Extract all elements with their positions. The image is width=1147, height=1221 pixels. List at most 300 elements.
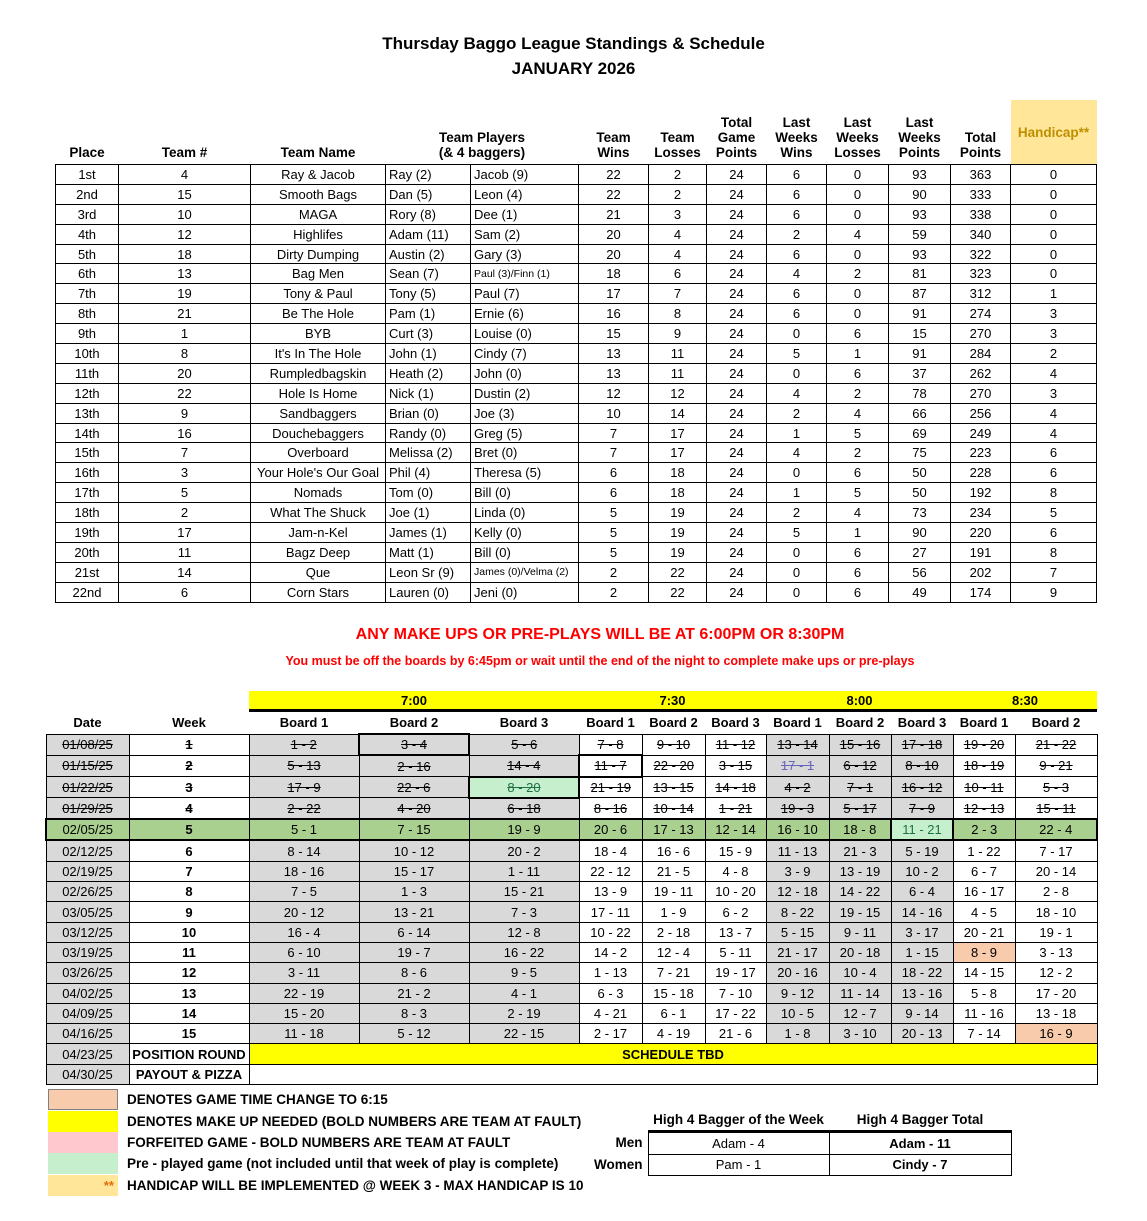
standings-row (56, 443, 1097, 463)
standings-cell: 322 (951, 244, 1011, 264)
schedule-match-cell: 16 - 17 (953, 882, 1015, 902)
standings-header-cell: Last Weeks Wins (775, 115, 818, 160)
schedule-match-cell: 7 - 9 (891, 798, 953, 819)
schedule-match-cell: 2 - 17 (579, 1024, 642, 1044)
schedule-week-row (46, 840, 1097, 861)
standings-cell: 2 (1011, 344, 1097, 364)
standings-cell: Highlifes (251, 224, 386, 244)
standings-cell: Bill (0) (471, 483, 579, 503)
standings-cell: 7 (579, 443, 649, 463)
standings-cell: Corn Stars (251, 582, 386, 602)
standings-cell: 18 (649, 463, 707, 483)
schedule-date-cell: 01/22/25 (46, 777, 129, 798)
standings-cell: 10 (119, 204, 251, 224)
standings-cell: Dustin (2) (471, 383, 579, 403)
schedule-match-cell: 1 - 2 (249, 734, 359, 755)
standings-cell: 0 (767, 363, 827, 383)
schedule-match-cell: 8 - 10 (891, 755, 953, 776)
standings-cell: Gary (3) (471, 244, 579, 264)
schedule-match-cell: 16 - 10 (766, 819, 829, 840)
standings-cell: Joe (3) (471, 403, 579, 423)
legend-label: Pre - played game (not included until that week of play is complete) (127, 1156, 559, 1172)
schedule-match-cell: 6 - 4 (891, 882, 953, 902)
schedule-match-cell: 18 - 19 (953, 755, 1015, 776)
standings-cell: 6 (1011, 463, 1097, 483)
standings-cell: 93 (889, 244, 951, 264)
schedule-match-cell: 15 - 18 (642, 983, 705, 1003)
schedule-match-cell: 11 - 14 (829, 983, 891, 1003)
schedule-match-cell: 4 - 19 (642, 1024, 705, 1044)
standings-cell: 2 (767, 224, 827, 244)
standings-cell: 21 (119, 304, 251, 324)
schedule-match-cell: 7 - 21 (642, 963, 705, 983)
schedule-match-cell: 12 - 13 (953, 798, 1015, 819)
standings-cell: 4 (827, 503, 889, 523)
standings-cell: 5 (767, 523, 827, 543)
schedule-match-cell: 22 - 15 (469, 1024, 579, 1044)
standings-cell: 3rd (56, 204, 119, 224)
standings-cell: 2 (649, 165, 707, 185)
schedule-match-cell: 11 - 16 (953, 1003, 1015, 1023)
schedule-match-cell: 3 - 13 (1015, 942, 1097, 962)
standings-cell: 16 (119, 423, 251, 443)
standings-cell: 14 (649, 403, 707, 423)
standings-cell: Douchebaggers (251, 423, 386, 443)
high-bagger-corner (593, 1108, 648, 1132)
schedule-week-row (46, 942, 1097, 962)
legend-label: FORFEITED GAME - BOLD NUMBERS ARE TEAM AT FAULT (127, 1134, 511, 1150)
standings-row (56, 403, 1097, 423)
standings-cell: 5 (827, 483, 889, 503)
standings-cell: Bill (0) (471, 542, 579, 562)
schedule-match-cell: 10 - 11 (953, 777, 1015, 798)
schedule-date-cell: 03/19/25 (46, 942, 129, 962)
schedule-week-row (46, 798, 1097, 819)
schedule-board-header: Board 1 (773, 715, 822, 731)
standings-cell: 24 (707, 582, 767, 602)
standings-cell: 22 (119, 383, 251, 403)
standings-cell: 24 (707, 443, 767, 463)
schedule-match-cell: 3 - 15 (705, 755, 766, 776)
standings-cell: Heath (2) (386, 363, 471, 383)
standings-cell: 12th (56, 383, 119, 403)
schedule-match-cell: 21 - 17 (766, 942, 829, 962)
schedule-match-cell: 13 - 14 (766, 734, 829, 755)
standings-cell: 4 (767, 443, 827, 463)
schedule-match-cell: 7 - 5 (249, 882, 359, 902)
standings-cell: 9 (119, 403, 251, 423)
makeup-notice-line1: ANY MAKE UPS OR PRE-PLAYS WILL BE AT 6:00PM OR 8:30PM (355, 626, 845, 643)
standings-cell: 2 (827, 443, 889, 463)
standings-cell: Smooth Bags (251, 184, 386, 204)
standings-header-cell: Total Game Points (715, 115, 758, 160)
schedule-match-cell: 8 - 14 (249, 840, 359, 861)
schedule-match-cell: 18 - 4 (579, 840, 642, 861)
schedule-match-cell: 5 - 11 (705, 942, 766, 962)
legend (48, 1089, 583, 1196)
standings-row (56, 463, 1097, 483)
standings-cell: BYB (251, 324, 386, 344)
schedule-match-cell: 5 - 1 (249, 819, 359, 840)
high-bagger-header (593, 1108, 1011, 1132)
schedule-board-header: Board 3 (897, 715, 947, 731)
standings-cell: 8 (649, 304, 707, 324)
standings-cell: 220 (951, 523, 1011, 543)
schedule-match-cell: 19 - 1 (1015, 922, 1097, 942)
standings-cell: 6 (1011, 443, 1097, 463)
standings-cell: 312 (951, 284, 1011, 304)
standings-header-cell: Total Points (959, 130, 1002, 160)
schedule-week-row (46, 755, 1097, 776)
schedule-match-cell: 5 - 19 (891, 840, 953, 861)
standings-cell: 3 (1011, 383, 1097, 403)
standings-cell: 1 (1011, 284, 1097, 304)
standings-cell: Randy (0) (386, 423, 471, 443)
standings-cell: Sean (7) (386, 264, 471, 284)
schedule-match-cell: 13 - 18 (1015, 1003, 1097, 1023)
standings-cell: 13th (56, 403, 119, 423)
standings-cell: 6 (827, 463, 889, 483)
standings-cell: 249 (951, 423, 1011, 443)
standings-cell: 14 (119, 562, 251, 582)
makeup-notice-line2: You must be off the boards by 6:45pm or wait until the end of the night to complete make ups or pre-plays (285, 654, 915, 668)
standings-cell: Overboard (251, 443, 386, 463)
schedule-date-cell: 03/26/25 (46, 963, 129, 983)
standings-cell: 223 (951, 443, 1011, 463)
standings-row (56, 542, 1097, 562)
standings-cell: 174 (951, 582, 1011, 602)
standings-cell: 0 (827, 204, 889, 224)
schedule-match-cell: 19 - 20 (953, 734, 1015, 755)
standings-cell: 0 (767, 324, 827, 344)
standings-cell: 24 (707, 403, 767, 423)
standings-cell: 56 (889, 562, 951, 582)
standings-cell: 24 (707, 344, 767, 364)
standings-cell: 0 (1011, 184, 1097, 204)
schedule-week-cell: 4 (129, 798, 249, 819)
standings-header-cell: Handicap** (1011, 100, 1097, 165)
schedule-match-cell: 20 - 16 (766, 963, 829, 983)
standings-cell: 24 (707, 244, 767, 264)
standings-cell: 4 (649, 224, 707, 244)
schedule-match-cell: 3 - 10 (829, 1024, 891, 1044)
high-bagger-total-value: Adam - 11 (829, 1132, 1011, 1155)
schedule-match-cell: 7 - 15 (359, 819, 469, 840)
standings-cell: Ray (2) (386, 165, 471, 185)
schedule-week-row (46, 819, 1097, 840)
schedule-match-cell: 6 - 3 (579, 983, 642, 1003)
standings-cell: Ray & Jacob (251, 165, 386, 185)
schedule-match-cell: 14 - 4 (469, 755, 579, 776)
legend-swatch (48, 1089, 118, 1110)
standings-cell: 262 (951, 363, 1011, 383)
standings-cell: 22 (579, 184, 649, 204)
schedule-week-row (46, 922, 1097, 942)
standings-cell: 8 (1011, 483, 1097, 503)
standings-cell: 9 (1011, 582, 1097, 602)
schedule-match-cell: 1 - 8 (766, 1024, 829, 1044)
schedule-board-header: Board 2 (835, 715, 885, 731)
standings-cell: 24 (707, 264, 767, 284)
schedule-match-cell: 4 - 20 (359, 798, 469, 819)
schedule-match-cell: 20 - 14 (1015, 861, 1097, 881)
standings-cell: 2 (827, 264, 889, 284)
schedule-board-header: Board 1 (279, 715, 329, 731)
schedule-match-cell: 7 - 8 (579, 734, 642, 755)
schedule-match-cell: 2 - 3 (953, 819, 1015, 840)
schedule-match-cell: 19 - 17 (705, 963, 766, 983)
schedule-match-cell: 11 - 12 (705, 734, 766, 755)
standings-cell: 0 (827, 244, 889, 264)
standings-cell: 24 (707, 562, 767, 582)
legend-item (48, 1153, 583, 1174)
schedule-match-cell: 22 - 4 (1015, 819, 1097, 840)
standings-cell: 20th (56, 542, 119, 562)
schedule-span-cell: SCHEDULE TBD (249, 1044, 1097, 1064)
standings-header-cell: Team # (161, 145, 208, 160)
standings-cell: 338 (951, 204, 1011, 224)
legend-swatch (48, 1153, 118, 1174)
schedule-match-cell: 10 - 12 (359, 840, 469, 861)
standings-cell: 274 (951, 304, 1011, 324)
schedule-match-cell: 8 - 9 (953, 942, 1015, 962)
schedule-match-cell: 17 - 1 (766, 755, 829, 776)
standings-cell: 24 (707, 165, 767, 185)
standings-cell: 7 (579, 423, 649, 443)
schedule-match-cell: 13 - 15 (642, 777, 705, 798)
schedule-match-cell: 20 - 6 (579, 819, 642, 840)
standings-cell: 4 (119, 165, 251, 185)
schedule-time-cell: 8:00 (766, 691, 953, 711)
standings-cell: 4 (767, 383, 827, 403)
standings-cell: 7 (649, 284, 707, 304)
standings-cell: Bag Men (251, 264, 386, 284)
page-title-line2: JANUARY 2026 (511, 59, 636, 78)
standings-cell: 191 (951, 542, 1011, 562)
schedule-match-cell: 15 - 20 (249, 1003, 359, 1023)
schedule-label-cell: POSITION ROUND (129, 1044, 249, 1064)
standings-row (56, 304, 1097, 324)
standings-cell: 24 (707, 503, 767, 523)
schedule-match-cell: 19 - 3 (766, 798, 829, 819)
schedule-board-header: Board 3 (711, 715, 760, 731)
high-bagger-total-header: High 4 Bagger Total (829, 1108, 1011, 1132)
standings-cell: Jam-n-Kel (251, 523, 386, 543)
standings-cell: 6th (56, 264, 119, 284)
schedule-match-cell: 18 - 22 (891, 963, 953, 983)
legend-swatch: ** (48, 1175, 118, 1196)
legend-item (48, 1132, 583, 1153)
schedule-week-cell: 6 (129, 840, 249, 861)
standings-row (56, 363, 1097, 383)
schedule-empty-header (46, 691, 249, 711)
standings-cell: 270 (951, 324, 1011, 344)
standings-cell: 6 (767, 204, 827, 224)
schedule-date-cell: 02/26/25 (46, 882, 129, 902)
high-bagger-total-value: Cindy - 7 (829, 1154, 1011, 1176)
standings-cell: 5 (579, 542, 649, 562)
standings-cell: Kelly (0) (471, 523, 579, 543)
standings-cell: 75 (889, 443, 951, 463)
schedule-match-cell: 8 - 20 (469, 777, 579, 798)
standings-cell: James (0)/Velma (2) (471, 562, 579, 582)
schedule-week-cell: 1 (129, 734, 249, 755)
standings-cell: Linda (0) (471, 503, 579, 523)
standings-cell: James (1) (386, 523, 471, 543)
standings-row (56, 562, 1097, 582)
standings-cell: 4 (1011, 403, 1097, 423)
standings-cell: 5 (579, 523, 649, 543)
schedule-match-cell: 11 - 13 (766, 840, 829, 861)
standings-cell: 22nd (56, 582, 119, 602)
standings-cell: 340 (951, 224, 1011, 244)
standings-cell: Ernie (6) (471, 304, 579, 324)
schedule-match-cell: 13 - 7 (705, 922, 766, 942)
standings-cell: 18 (579, 264, 649, 284)
high-bagger-week-header: High 4 Bagger of the Week (648, 1108, 829, 1132)
schedule-match-cell: 10 - 2 (891, 861, 953, 881)
schedule-match-cell: 5 - 12 (359, 1024, 469, 1044)
standings-cell: 2 (119, 503, 251, 523)
standings-cell: 19 (649, 503, 707, 523)
standings-cell: 9 (649, 324, 707, 344)
legend-item (48, 1110, 583, 1131)
standings-cell: 24 (707, 284, 767, 304)
schedule-match-cell: 12 - 18 (766, 882, 829, 902)
standings-cell: 5 (827, 423, 889, 443)
schedule-match-cell: 21 - 5 (642, 861, 705, 881)
standings-cell: 20 (579, 244, 649, 264)
standings-cell: 21 (579, 204, 649, 224)
standings-cell: 16th (56, 463, 119, 483)
page-title-line1: Thursday Baggo League Standings & Schedule (382, 34, 765, 53)
schedule-match-cell: 9 - 5 (469, 963, 579, 983)
standings-cell: 333 (951, 184, 1011, 204)
schedule-match-cell: 14 - 16 (891, 902, 953, 922)
standings-row (56, 503, 1097, 523)
standings-cell: Tom (0) (386, 483, 471, 503)
standings-cell: Be The Hole (251, 304, 386, 324)
standings-cell: 5 (579, 503, 649, 523)
schedule-match-cell: 2 - 19 (469, 1003, 579, 1023)
standings-cell: 17 (649, 423, 707, 443)
schedule-match-cell: 12 - 4 (642, 942, 705, 962)
schedule-match-cell: 15 - 17 (359, 861, 469, 881)
standings-cell: Que (251, 562, 386, 582)
standings-cell: 192 (951, 483, 1011, 503)
standings-cell: 17 (579, 284, 649, 304)
standings-cell: 12 (579, 383, 649, 403)
schedule-match-cell: 1 - 13 (579, 963, 642, 983)
schedule-week-row (46, 902, 1097, 922)
standings-cell: 4 (1011, 363, 1097, 383)
standings-cell: 10 (579, 403, 649, 423)
schedule-date-cell: 02/05/25 (46, 819, 129, 840)
standings-cell: 19th (56, 523, 119, 543)
schedule-match-cell: 20 - 12 (249, 902, 359, 922)
schedule-match-cell: 19 - 15 (829, 902, 891, 922)
standings-cell: 11 (119, 542, 251, 562)
standings-cell: 6 (579, 463, 649, 483)
standings-cell: 59 (889, 224, 951, 244)
schedule-match-cell: 10 - 20 (705, 882, 766, 902)
high-bagger-week-value: Pam - 1 (648, 1154, 829, 1176)
schedule-match-cell: 9 - 12 (766, 983, 829, 1003)
legend-swatch (48, 1132, 118, 1153)
standings-cell: Leon Sr (9) (386, 562, 471, 582)
schedule-match-cell: 1 - 22 (953, 840, 1015, 861)
standings-cell: Bret (0) (471, 443, 579, 463)
standings-cell: Sandbaggers (251, 403, 386, 423)
schedule-match-cell: 20 - 13 (891, 1024, 953, 1044)
standings-cell: Pam (1) (386, 304, 471, 324)
standings-cell: 5th (56, 244, 119, 264)
standings-cell: 6 (767, 284, 827, 304)
standings-cell: 6 (767, 184, 827, 204)
standings-header-cell: Team Wins (596, 130, 631, 160)
standings-cell: 24 (707, 363, 767, 383)
schedule-match-cell: 10 - 5 (766, 1003, 829, 1023)
schedule-board-header: Board 2 (649, 715, 698, 731)
standings-cell: 6 (119, 582, 251, 602)
schedule-match-cell: 5 - 15 (766, 922, 829, 942)
standings-cell: 19 (649, 523, 707, 543)
schedule-date-cell: 04/09/25 (46, 1003, 129, 1023)
standings-cell: 69 (889, 423, 951, 443)
schedule-match-cell: 15 - 11 (1015, 798, 1097, 819)
schedule-match-cell: 16 - 9 (1015, 1024, 1097, 1044)
standings-cell: 3 (119, 463, 251, 483)
standings-body (56, 165, 1097, 603)
schedule-match-cell: 3 - 4 (359, 734, 469, 755)
standings-cell: Jeni (0) (471, 582, 579, 602)
schedule-week-cell: 3 (129, 777, 249, 798)
schedule-week-row (46, 734, 1097, 755)
schedule-week-cell: 2 (129, 755, 249, 776)
standings-row (56, 582, 1097, 602)
standings-cell: 4 (827, 403, 889, 423)
standings-cell: 0 (827, 304, 889, 324)
schedule-match-cell: 17 - 9 (249, 777, 359, 798)
standings-cell: Nomads (251, 483, 386, 503)
schedule-week-cell: 10 (129, 922, 249, 942)
schedule-date-cell: 01/08/25 (46, 734, 129, 755)
schedule-match-cell: 12 - 14 (705, 819, 766, 840)
standings-cell: 49 (889, 582, 951, 602)
schedule-date-cell: 04/02/25 (46, 983, 129, 1003)
schedule-match-cell: 7 - 3 (469, 902, 579, 922)
standings-cell: 9th (56, 324, 119, 344)
schedule-span-cell (249, 1064, 1097, 1084)
standings-cell: 20 (119, 363, 251, 383)
legend-item (48, 1089, 583, 1110)
standings-cell: 6 (579, 483, 649, 503)
schedule-week-row (46, 963, 1097, 983)
standings-cell: 0 (1011, 165, 1097, 185)
schedule-match-cell: 7 - 17 (1015, 840, 1097, 861)
schedule-match-cell: 1 - 3 (359, 882, 469, 902)
standings-header-cell: Place (69, 145, 105, 160)
page-title (0, 31, 1147, 81)
schedule-match-cell: 10 - 22 (579, 922, 642, 942)
schedule-match-cell: 20 - 18 (829, 942, 891, 962)
schedule-match-cell: 12 - 7 (829, 1003, 891, 1023)
standings-cell: 284 (951, 344, 1011, 364)
schedule-match-cell: 5 - 6 (469, 734, 579, 755)
standings-cell: 8th (56, 304, 119, 324)
standings-cell: 3 (649, 204, 707, 224)
standings-cell: 6 (767, 304, 827, 324)
